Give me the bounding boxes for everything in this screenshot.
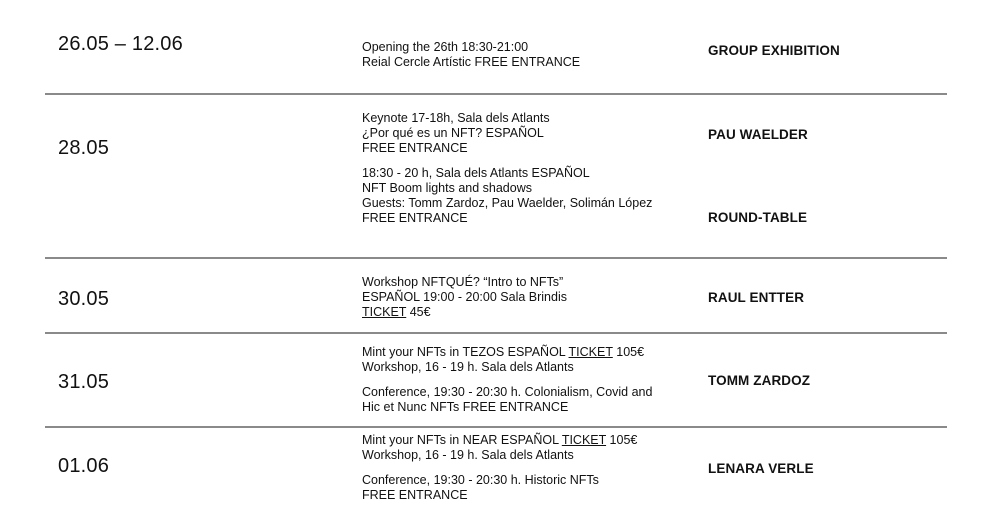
detail-line: Reial Cercle Artístic FREE ENTRANCE bbox=[362, 55, 581, 69]
detail-line: Workshop, 16 - 19 h. Sala dels Atlants bbox=[362, 360, 574, 374]
ticket-link[interactable]: TICKET bbox=[362, 305, 407, 319]
row-divider bbox=[45, 332, 947, 334]
row-divider bbox=[45, 426, 947, 428]
event-details bbox=[362, 40, 580, 70]
event-date: 31.05 bbox=[58, 371, 110, 393]
detail-line: FREE ENTRANCE bbox=[362, 141, 468, 155]
ticket-line bbox=[362, 305, 567, 320]
detail-line: FREE ENTRANCE bbox=[362, 488, 468, 502]
event-label: ROUND-TABLE bbox=[708, 210, 808, 225]
ticket-line bbox=[362, 345, 652, 360]
ticket-line bbox=[362, 433, 637, 448]
event-details bbox=[362, 345, 652, 415]
detail-line: Hic et Nunc NFTs FREE ENTRANCE bbox=[362, 400, 569, 414]
ticket-price: 105€ bbox=[609, 433, 638, 447]
event-label: PAU WAELDER bbox=[708, 127, 808, 142]
event-details bbox=[362, 433, 637, 503]
event-date: 30.05 bbox=[58, 288, 110, 310]
ticket-price: 45€ bbox=[409, 305, 431, 319]
event-date: 01.06 bbox=[58, 455, 110, 477]
detail-line: NFT Boom lights and shadows bbox=[362, 181, 532, 195]
event-label: GROUP EXHIBITION bbox=[708, 43, 840, 58]
ticket-link[interactable]: TICKET bbox=[561, 433, 607, 447]
detail-line: Workshop, 16 - 19 h. Sala dels Atlants bbox=[362, 448, 574, 462]
detail-line: ¿Por qué es un NFT? ESPAÑOL bbox=[362, 126, 544, 140]
detail-line: ESPAÑOL 19:00 - 20:00 Sala Brindis bbox=[362, 290, 567, 304]
ticket-link[interactable]: TICKET bbox=[568, 345, 613, 359]
event-label: TOMM ZARDOZ bbox=[708, 373, 811, 388]
detail-line: Opening the 26th 18:30-21:00 bbox=[362, 40, 529, 54]
event-details bbox=[362, 111, 652, 226]
ticket-price: 105€ bbox=[616, 345, 645, 359]
event-date: 28.05 bbox=[58, 137, 110, 159]
detail-line: Keynote 17-18h, Sala dels Atlants bbox=[362, 111, 550, 125]
detail-line: Workshop NFTQUÉ? “Intro to NFTs” bbox=[362, 275, 564, 289]
detail-line: Mint your NFTs in NEAR ESPAÑOL bbox=[362, 433, 559, 447]
event-label: LENARA VERLE bbox=[708, 461, 814, 476]
detail-line: Mint your NFTs in TEZOS ESPAÑOL bbox=[362, 345, 566, 359]
row-divider bbox=[45, 257, 947, 259]
detail-line: FREE ENTRANCE bbox=[362, 211, 468, 225]
detail-line: Guests: Tomm Zardoz, Pau Waelder, Solimán López bbox=[362, 196, 653, 210]
event-details bbox=[362, 275, 567, 320]
detail-line: Conference, 19:30 - 20:30 h. Colonialism, Covid and bbox=[362, 385, 653, 399]
event-label: RAUL ENTTER bbox=[708, 290, 805, 305]
detail-line: Conference, 19:30 - 20:30 h. Historic NFTs bbox=[362, 473, 599, 487]
row-divider bbox=[45, 93, 947, 95]
detail-line: 18:30 - 20 h, Sala dels Atlants ESPAÑOL bbox=[362, 166, 590, 180]
event-date: 26.05 – 12.06 bbox=[58, 33, 183, 55]
